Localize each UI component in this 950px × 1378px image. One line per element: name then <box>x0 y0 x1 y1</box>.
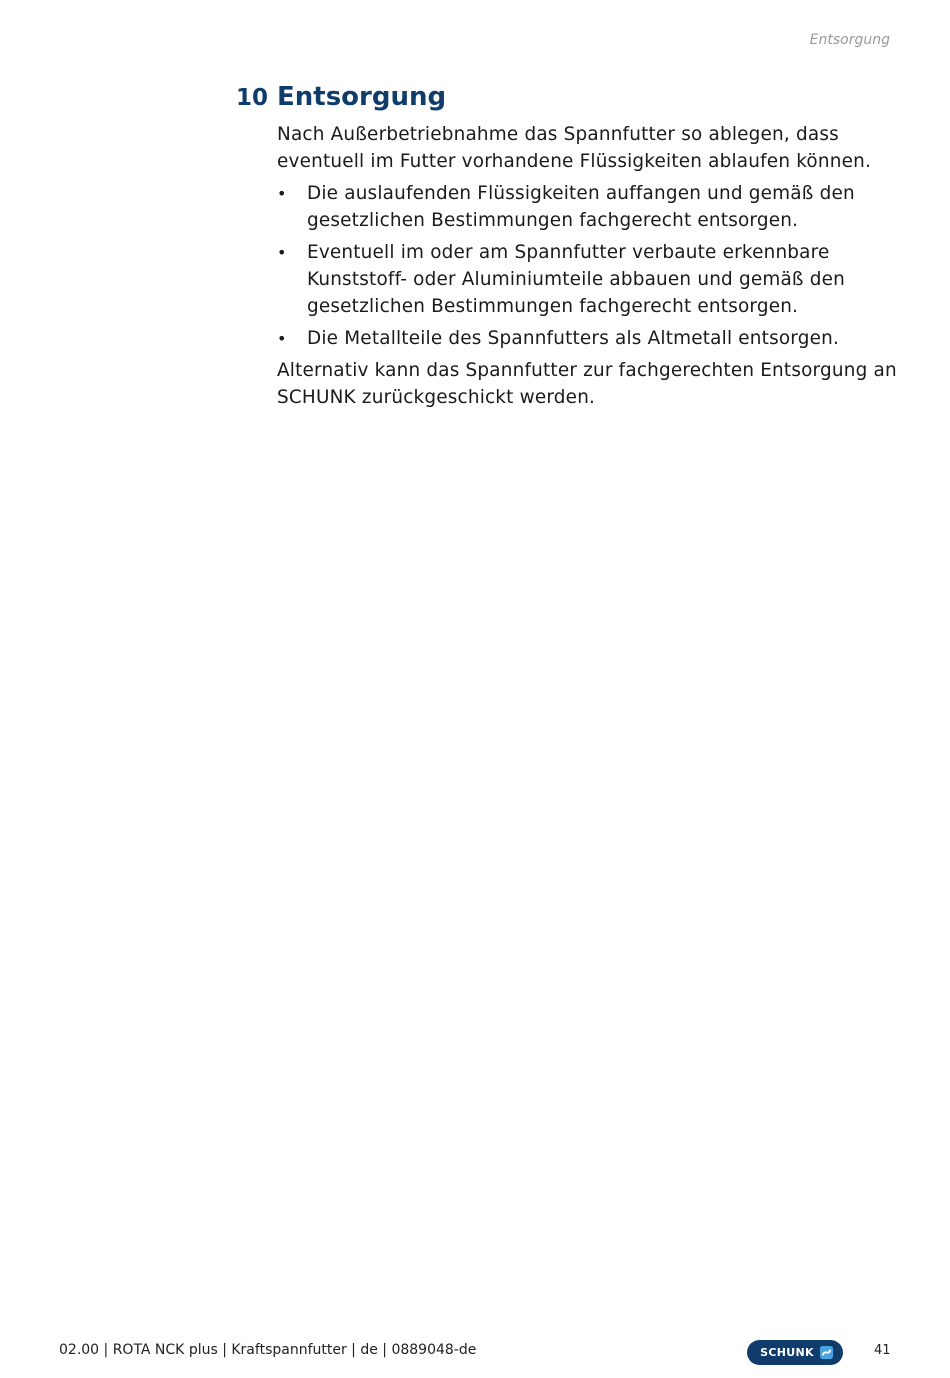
list-item-text: Die auslaufenden Flüssigkeiten auffangen und gemäß den gesetzlichen Bestimmungen fachgerecht entsorgen. <box>307 183 855 231</box>
list-item-text: Eventuell im oder am Spannfutter verbaute erkennbare Kunststoff- oder Aluminiumteile abbauen und gemäß den gesetzlichen Bestimmungen fachgerecht entsorgen. <box>307 242 846 317</box>
section-heading <box>236 82 896 112</box>
list-item <box>277 325 897 352</box>
bullet-icon: • <box>277 243 287 262</box>
section-title: Entsorgung <box>277 82 447 112</box>
footer-document-info: 02.00 | ROTA NCK plus | Kraftspannfutter | de | 0889048-de <box>59 1342 477 1358</box>
logo-text: SCHUNK <box>760 1346 814 1359</box>
list-item <box>277 180 897 234</box>
closing-paragraph: Alternativ kann das Spannfutter zur fachgerechten Entsorgung an SCHUNK zurückgeschickt werden. <box>277 360 897 408</box>
bullet-icon: • <box>277 329 287 348</box>
bullet-icon: • <box>277 184 287 203</box>
list-item <box>277 239 897 320</box>
section-number: 10 <box>236 85 269 111</box>
running-header: Entsorgung <box>809 32 890 48</box>
section-body <box>277 121 897 416</box>
list-item-text: Die Metallteile des Spannfutters als Altmetall entsorgen. <box>307 328 840 349</box>
schunk-logo <box>747 1340 843 1365</box>
bullet-list <box>277 180 897 352</box>
intro-paragraph: Nach Außerbetriebnahme das Spannfutter so ablegen, dass eventuell im Futter vorhandene Flüssigkeiten ablaufen können. <box>277 124 871 172</box>
page-number: 41 <box>874 1343 891 1358</box>
logo-mark-icon <box>819 1345 834 1360</box>
